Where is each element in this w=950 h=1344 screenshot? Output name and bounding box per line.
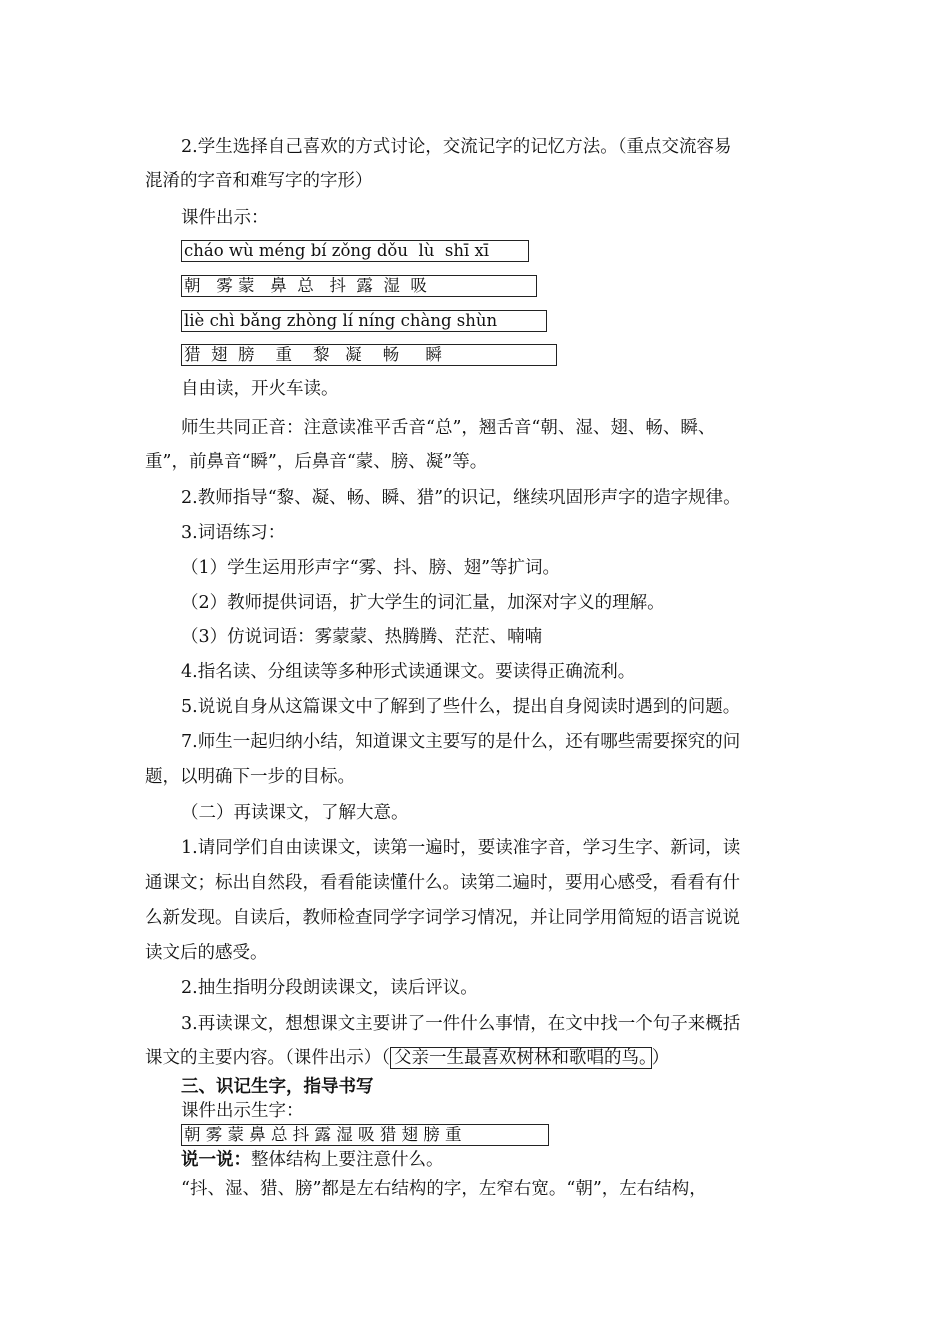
- paragraph-line: 混淆的字音和难写字的字形）: [145, 171, 373, 191]
- character-box: 朝 雾 蒙 鼻 总 抖 露 湿 吸 猎 翅 膀 重: [181, 1124, 549, 1146]
- paragraph-text: 整体结构上要注意什么。: [251, 1150, 444, 1170]
- paragraph-line: 题，以明确下一步的目标。: [145, 767, 355, 787]
- paragraph-text: ）: [651, 1048, 670, 1068]
- paragraph-line: 2.学生选择自己喜欢的方式讨论，交流记字的记忆方法。（重点交流容易: [181, 137, 732, 157]
- paragraph-line: 师生共同正音：注意读准平舌音“总”，翘舌音“朝、湿、翅、畅、瞬、: [181, 418, 716, 438]
- boxed-sentence: 父亲一生最喜欢树林和歌唱的鸟。: [390, 1047, 652, 1069]
- character-box: 猎 翅 膀 重 黎 凝 畅 瞬: [181, 344, 557, 366]
- character-box: 朝 雾 蒙 鼻 总 抖 露 湿 吸: [181, 275, 537, 297]
- paragraph-line: 么新发现。自读后，教师检查同学字词学习情况，并让同学用简短的语言说说: [145, 908, 740, 928]
- paragraph-line: 4.指名读、分组读等多种形式读通课文。要读得正确流利。: [181, 662, 636, 682]
- paragraph-line: 2.抽生指明分段朗读课文，读后评议。: [181, 978, 478, 998]
- paragraph-line: 5.说说自身从这篇课文中了解到了些什么，提出自身阅读时遇到的问题。: [181, 697, 741, 717]
- section-heading: （二）再读课文，了解大意。: [181, 803, 409, 823]
- pinyin-box: cháo wù méng bí zǒng dǒu lù shī xī: [181, 240, 529, 262]
- paragraph-line: （2）教师提供词语，扩大学生的词汇量，加深对字义的理解。: [181, 593, 665, 613]
- paragraph-line: 2.教师指导“黎、凝、畅、瞬、猎”的识记，继续巩固形声字的造字规律。: [181, 488, 741, 508]
- paragraph-line: 读文后的感受。: [145, 943, 268, 963]
- paragraph-line: 3.词语练习：: [181, 523, 286, 543]
- paragraph-line: （3）仿说词语：雾蒙蒙、热腾腾、茫茫、喃喃: [181, 627, 543, 647]
- pinyin-box: liè chì bǎng zhòng lí níng chàng shùn: [181, 310, 547, 332]
- paragraph-line: 通课文；标出自然段，看看能读懂什么。读第二遍时，要用心感受，看看有什: [145, 873, 740, 893]
- paragraph-line: 课件出示：: [181, 208, 269, 228]
- section-heading: 三、识记生字，指导书写: [181, 1077, 374, 1097]
- label-text: 说一说：: [181, 1150, 251, 1170]
- paragraph-line: [181, 1148, 444, 1172]
- paragraph-line: （1）学生运用形声字“雾、抖、膀、翅”等扩词。: [181, 558, 561, 578]
- paragraph-line: [145, 1046, 669, 1070]
- paragraph-line: 课件出示生字：: [181, 1101, 304, 1121]
- paragraph-line: 1.请同学们自由读课文，读第一遍时，要读准字音，学习生字、新词，读: [181, 838, 741, 858]
- paragraph-line: 自由读，开火车读。: [181, 379, 339, 399]
- paragraph-line: 3.再读课文，想想课文主要讲了一件什么事情，在文中找一个句子来概括: [181, 1014, 741, 1034]
- paragraph-line: 重”，前鼻音“瞬”，后鼻音“蒙、膀、凝”等。: [145, 452, 488, 472]
- paragraph-line: “抖、湿、猎、膀”都是左右结构的字，左窄右宽。“朝”，左右结构，: [181, 1179, 707, 1199]
- paragraph-line: 7.师生一起归纳小结，知道课文主要写的是什么，还有哪些需要探究的问: [181, 732, 741, 752]
- paragraph-text: 课文的主要内容。（课件出示）（: [145, 1048, 390, 1068]
